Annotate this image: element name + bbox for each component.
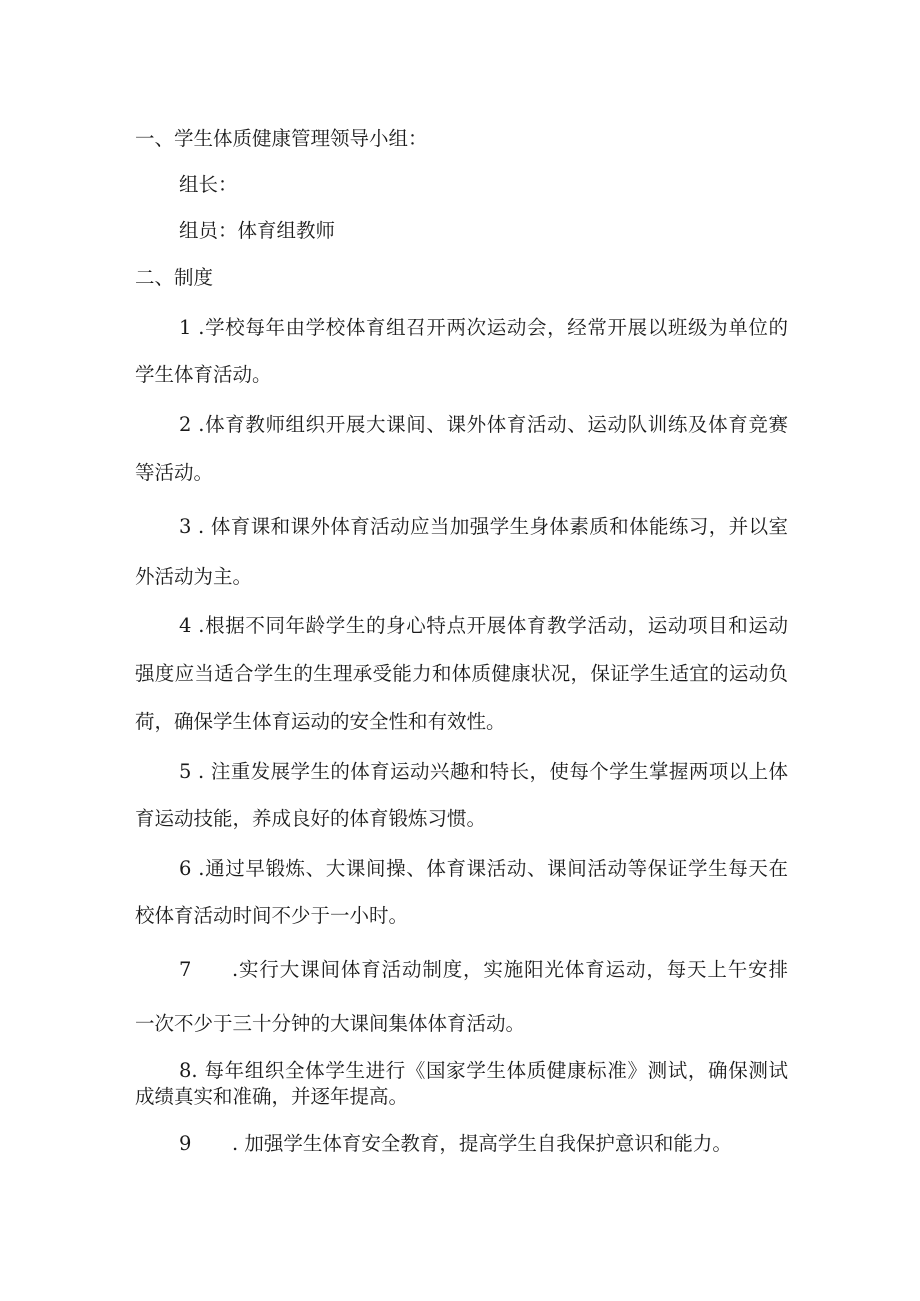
rule-item-text: . 体育课和课外体育活动应当加强学生身体素质和体能练习，并以室 (198, 515, 788, 538)
rule-item-6-continued: 校体育活动时间不少于一小时。 (135, 904, 409, 927)
rule-item-7-continued: 一次不少于三十分钟的大课间集体体育活动。 (135, 1012, 526, 1035)
rule-item-number: 6 (179, 857, 192, 880)
rule-item-4 (179, 613, 788, 639)
rule-item-number: 9 (179, 1132, 192, 1155)
rule-item-text: .根据不同年龄学生的身心特点开展体育教学活动，运动项目和运动 (198, 614, 788, 637)
rule-item-8-continued: 成绩真实和准确，并逐年提高。 (135, 1085, 409, 1108)
section-1-heading: 一、学生体质健康管理领导小组： (135, 127, 428, 150)
rule-item-4-continued-2: 荷，确保学生体育运动的安全性和有效性。 (135, 710, 506, 733)
group-leader-line: 组长： (179, 173, 238, 196)
group-members-line: 组员：体育组教师 (179, 219, 336, 242)
rule-item-1 (179, 315, 788, 341)
rule-item-number: 1 (179, 316, 192, 339)
rule-item-7 (179, 957, 191, 983)
rule-item-2 (179, 412, 788, 438)
rule-item-number: 7 (179, 958, 192, 981)
rule-item-3-continued: 外活动为主。 (135, 565, 253, 588)
rule-item-number: 4 (179, 614, 192, 637)
rule-item-number: 3 (179, 515, 192, 538)
rule-item-5 (179, 759, 788, 785)
rule-item-number: 5 (179, 760, 192, 783)
rule-item-9 (179, 1131, 191, 1157)
rule-item-2-continued: 等活动。 (135, 461, 214, 484)
section-2-heading: 二、制度 (135, 266, 214, 289)
rule-item-5-continued: 育运动技能，养成良好的体育锻炼习惯。 (135, 807, 487, 830)
rule-item-text: .体育教师组织开展大课间、课外体育活动、运动队训练及体育竞赛 (198, 413, 788, 436)
rule-item-text: .学校每年由学校体育组召开两次运动会，经常开展以班级为单位的 (198, 316, 788, 339)
rule-item-text: 每年组织全体学生进行《国家学生体质健康标准》测试，确保测试 (204, 1059, 788, 1082)
rule-item-4-continued: 强度应当适合学生的生理承受能力和体质健康状况，保证学生适宜的运动负 (135, 662, 788, 685)
rule-item-9-text: . 加强学生体育安全教育，提高学生自我保护意识和能力。 (232, 1132, 732, 1155)
rule-item-text: . 注重发展学生的体育运动兴趣和特长，使每个学生掌握两项以上体 (198, 760, 788, 783)
rule-item-3 (179, 514, 788, 540)
rule-item-1-continued: 学生体育活动。 (135, 363, 272, 386)
rule-item-6 (179, 856, 788, 882)
rule-item-7-text: .实行大课间体育活动制度，实施阳光体育运动，每天上午安排 (232, 958, 788, 981)
rule-item-8 (179, 1058, 788, 1084)
rule-item-number: 2 (179, 413, 192, 436)
rule-item-text: .通过早锻炼、大课间操、体育课活动、课间活动等保证学生每天在 (198, 857, 788, 880)
rule-item-number: 8. (179, 1059, 198, 1082)
